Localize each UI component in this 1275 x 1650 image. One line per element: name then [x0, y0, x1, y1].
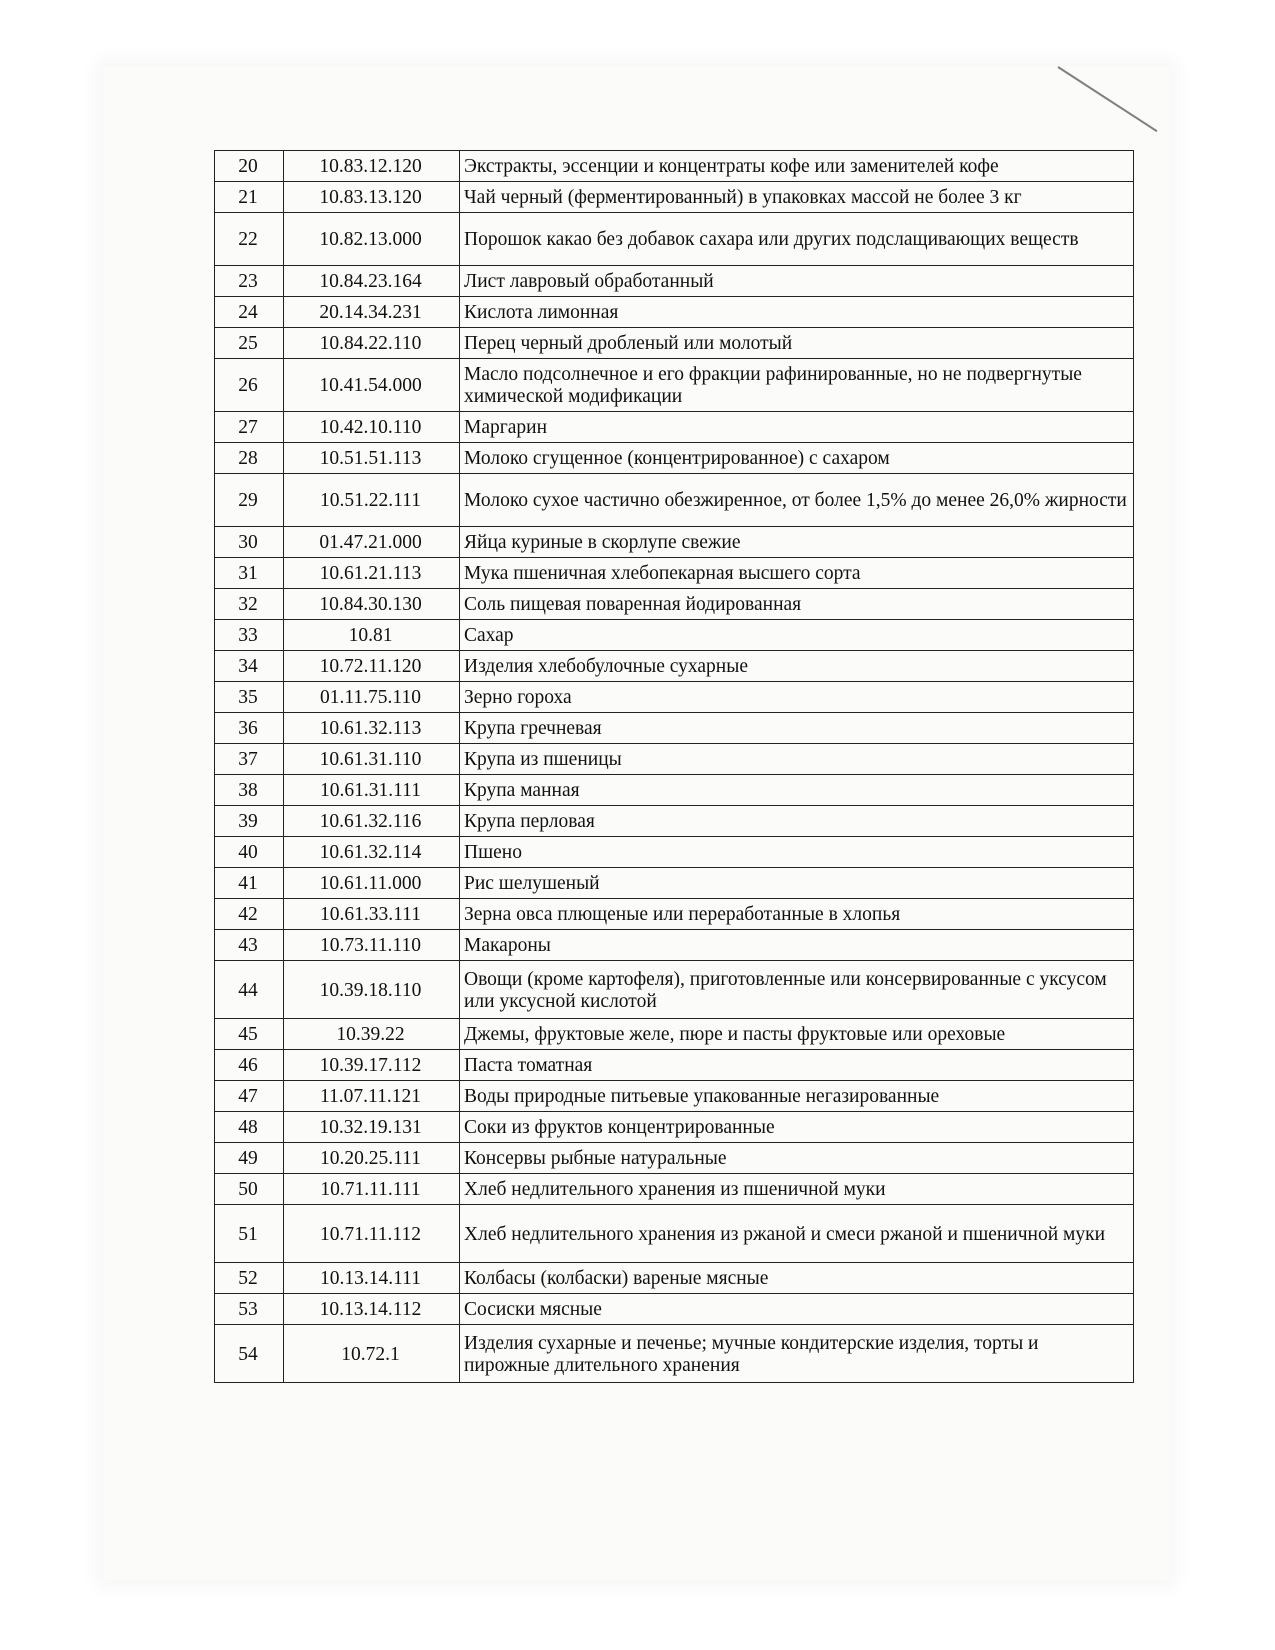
okpd-code: 10.61.31.111 [284, 775, 460, 806]
product-name: Порошок какао без добавок сахара или других подслащивающих веществ [460, 213, 1134, 266]
table-row [215, 682, 1134, 713]
product-name: Масло подсолнечное и его фракции рафинированные, но не подвергнутые химической модификации [460, 359, 1134, 412]
table-row [215, 775, 1134, 806]
product-table [214, 150, 1134, 1383]
table-row [215, 558, 1134, 589]
table-row [215, 1112, 1134, 1143]
okpd-code: 10.71.11.111 [284, 1174, 460, 1205]
product-name: Изделия хлебобулочные сухарные [460, 651, 1134, 682]
table-row [215, 589, 1134, 620]
product-name: Сахар [460, 620, 1134, 651]
row-number: 40 [215, 837, 284, 868]
table-row [215, 1263, 1134, 1294]
product-name: Крупа из пшеницы [460, 744, 1134, 775]
table-row [215, 620, 1134, 651]
okpd-code: 10.51.22.111 [284, 474, 460, 527]
row-number: 25 [215, 328, 284, 359]
row-number: 39 [215, 806, 284, 837]
row-number: 45 [215, 1019, 284, 1050]
row-number: 22 [215, 213, 284, 266]
product-name: Чай черный (ферментированный) в упаковках массой не более 3 кг [460, 182, 1134, 213]
table-row [215, 412, 1134, 443]
row-number: 33 [215, 620, 284, 651]
row-number: 21 [215, 182, 284, 213]
okpd-code: 10.84.23.164 [284, 266, 460, 297]
product-name: Кислота лимонная [460, 297, 1134, 328]
table-row [215, 1081, 1134, 1112]
row-number: 50 [215, 1174, 284, 1205]
product-name: Изделия сухарные и печенье; мучные кондитерские изделия, торты и пирожные длительного хранения [460, 1325, 1134, 1383]
product-name: Соль пищевая поваренная йодированная [460, 589, 1134, 620]
okpd-code: 10.61.32.116 [284, 806, 460, 837]
row-number: 47 [215, 1081, 284, 1112]
table-row [215, 713, 1134, 744]
okpd-code: 10.61.33.111 [284, 899, 460, 930]
table-row [215, 1174, 1134, 1205]
row-number: 54 [215, 1325, 284, 1383]
product-name: Хлеб недлительного хранения из ржаной и смеси ржаной и пшеничной муки [460, 1205, 1134, 1263]
row-number: 29 [215, 474, 284, 527]
okpd-code: 10.71.11.112 [284, 1205, 460, 1263]
row-number: 37 [215, 744, 284, 775]
product-name: Яйца куриные в скорлупе свежие [460, 527, 1134, 558]
row-number: 38 [215, 775, 284, 806]
product-name: Крупа манная [460, 775, 1134, 806]
product-name: Крупа гречневая [460, 713, 1134, 744]
product-name: Консервы рыбные натуральные [460, 1143, 1134, 1174]
okpd-code: 10.72.1 [284, 1325, 460, 1383]
okpd-code: 10.41.54.000 [284, 359, 460, 412]
table-row [215, 1205, 1134, 1263]
okpd-code: 10.61.11.000 [284, 868, 460, 899]
product-name: Маргарин [460, 412, 1134, 443]
row-number: 51 [215, 1205, 284, 1263]
row-number: 30 [215, 527, 284, 558]
table-row [215, 899, 1134, 930]
table-row [215, 182, 1134, 213]
row-number: 34 [215, 651, 284, 682]
table-row [215, 837, 1134, 868]
table-row [215, 443, 1134, 474]
table-row [215, 1019, 1134, 1050]
row-number: 32 [215, 589, 284, 620]
row-number: 24 [215, 297, 284, 328]
okpd-code: 10.72.11.120 [284, 651, 460, 682]
okpd-code: 10.51.51.113 [284, 443, 460, 474]
table-row [215, 213, 1134, 266]
row-number: 27 [215, 412, 284, 443]
okpd-code: 10.83.13.120 [284, 182, 460, 213]
product-name: Зерно гороха [460, 682, 1134, 713]
product-name: Джемы, фруктовые желе, пюре и пасты фруктовые или ореховые [460, 1019, 1134, 1050]
table-row [215, 266, 1134, 297]
okpd-code: 10.13.14.111 [284, 1263, 460, 1294]
table-row [215, 328, 1134, 359]
product-name: Пшено [460, 837, 1134, 868]
row-number: 49 [215, 1143, 284, 1174]
row-number: 46 [215, 1050, 284, 1081]
product-name: Хлеб недлительного хранения из пшеничной муки [460, 1174, 1134, 1205]
okpd-code: 10.81 [284, 620, 460, 651]
okpd-code: 10.61.32.114 [284, 837, 460, 868]
okpd-code: 10.73.11.110 [284, 930, 460, 961]
row-number: 41 [215, 868, 284, 899]
okpd-code: 10.61.31.110 [284, 744, 460, 775]
product-name: Лист лавровый обработанный [460, 266, 1134, 297]
table-row [215, 1294, 1134, 1325]
product-name: Мука пшеничная хлебопекарная высшего сорта [460, 558, 1134, 589]
okpd-code: 10.39.17.112 [284, 1050, 460, 1081]
okpd-code: 10.39.22 [284, 1019, 460, 1050]
table-row [215, 651, 1134, 682]
product-name: Макароны [460, 930, 1134, 961]
product-name: Перец черный дробленый или молотый [460, 328, 1134, 359]
row-number: 23 [215, 266, 284, 297]
row-number: 20 [215, 151, 284, 182]
table-row [215, 1325, 1134, 1383]
table-row [215, 297, 1134, 328]
product-name: Паста томатная [460, 1050, 1134, 1081]
okpd-code: 10.39.18.110 [284, 961, 460, 1019]
row-number: 26 [215, 359, 284, 412]
okpd-code: 01.11.75.110 [284, 682, 460, 713]
okpd-code: 10.32.19.131 [284, 1112, 460, 1143]
okpd-code: 10.61.32.113 [284, 713, 460, 744]
row-number: 48 [215, 1112, 284, 1143]
row-number: 36 [215, 713, 284, 744]
row-number: 44 [215, 961, 284, 1019]
row-number: 42 [215, 899, 284, 930]
row-number: 53 [215, 1294, 284, 1325]
row-number: 52 [215, 1263, 284, 1294]
table-row [215, 961, 1134, 1019]
okpd-code: 10.82.13.000 [284, 213, 460, 266]
product-name: Соки из фруктов концентрированные [460, 1112, 1134, 1143]
product-name: Овощи (кроме картофеля), приготовленные или консервированные с уксусом или уксусной кислотой [460, 961, 1134, 1019]
product-name: Крупа перловая [460, 806, 1134, 837]
table-row [215, 806, 1134, 837]
table-row [215, 359, 1134, 412]
product-table-body [215, 151, 1134, 1383]
okpd-code: 10.84.30.130 [284, 589, 460, 620]
okpd-code: 20.14.34.231 [284, 297, 460, 328]
okpd-code: 10.61.21.113 [284, 558, 460, 589]
table-row [215, 1050, 1134, 1081]
table-row [215, 868, 1134, 899]
table-row [215, 1143, 1134, 1174]
row-number: 35 [215, 682, 284, 713]
product-name: Колбасы (колбаски) вареные мясные [460, 1263, 1134, 1294]
okpd-code: 01.47.21.000 [284, 527, 460, 558]
product-name: Зерна овса плющеные или переработанные в хлопья [460, 899, 1134, 930]
table-row [215, 930, 1134, 961]
okpd-code: 10.42.10.110 [284, 412, 460, 443]
table-row [215, 474, 1134, 527]
okpd-code: 10.83.12.120 [284, 151, 460, 182]
okpd-code: 11.07.11.121 [284, 1081, 460, 1112]
product-name: Экстракты, эссенции и концентраты кофе или заменителей кофе [460, 151, 1134, 182]
product-name: Молоко сухое частично обезжиренное, от более 1,5% до менее 26,0% жирности [460, 474, 1134, 527]
row-number: 43 [215, 930, 284, 961]
table-row [215, 744, 1134, 775]
row-number: 31 [215, 558, 284, 589]
product-name: Воды природные питьевые упакованные негазированные [460, 1081, 1134, 1112]
table-row [215, 151, 1134, 182]
product-name: Молоко сгущенное (концентрированное) с сахаром [460, 443, 1134, 474]
okpd-code: 10.13.14.112 [284, 1294, 460, 1325]
okpd-code: 10.20.25.111 [284, 1143, 460, 1174]
table-row [215, 527, 1134, 558]
row-number: 28 [215, 443, 284, 474]
okpd-code: 10.84.22.110 [284, 328, 460, 359]
product-name: Сосиски мясные [460, 1294, 1134, 1325]
product-name: Рис шелушеный [460, 868, 1134, 899]
